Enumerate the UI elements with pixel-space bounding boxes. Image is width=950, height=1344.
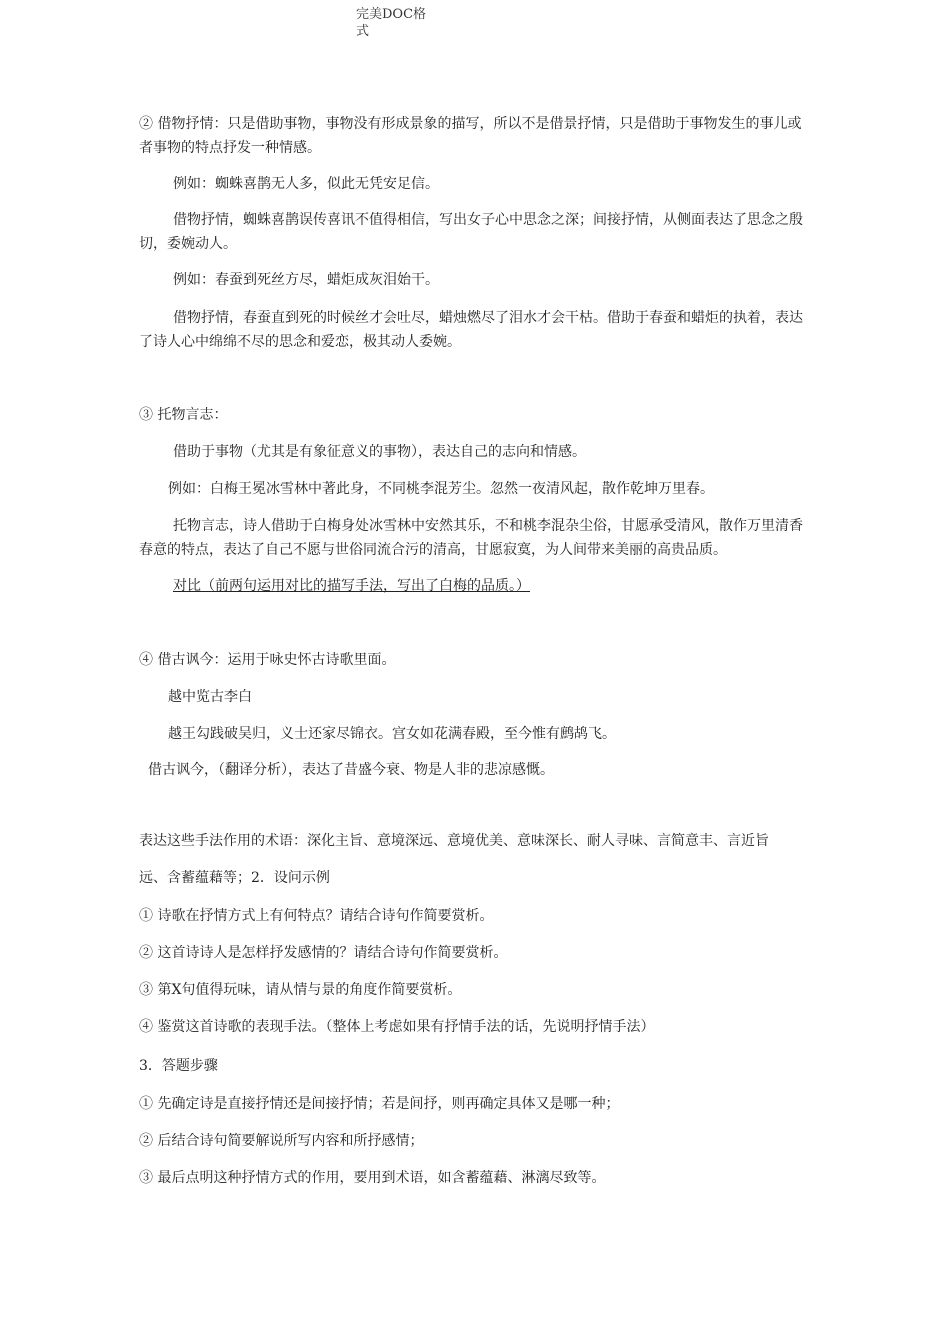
step-item: ③ 最后点明这种抒情方式的作用，要用到术语，如含蓄蕴藉、淋漓尽致等。	[139, 1170, 606, 1186]
section3-example: 例如：白梅王冕冰雪林中著此身，不同桃李混芳尘。忽然一夜清风起，散作乾坤万里春。	[168, 481, 714, 497]
terms-line-1: 表达这些手法作用的术语：深化主旨、意境深远、意境优美、意味深长、耐人寻味、言简意丰、言近旨	[139, 833, 769, 849]
section3-definition: 借助于事物（尤其是有象征意义的事物），表达自己的志向和情感。	[173, 444, 586, 460]
section2-analysis-2: 借物抒情，春蚕直到死的时候丝才会吐尽，蜡烛燃尽了泪水才会干枯。借助于春蚕和蜡炬的执着，表达了诗人心中绵绵不尽的思念和爱恋，极其动人委婉。	[139, 310, 803, 350]
poem-text: 越王勾践破吴归，义士还家尽锦衣。宫女如花满春殿，至今惟有鹧鸪飞。	[168, 726, 616, 742]
section4-analysis: 借古讽今，（翻译分析），表达了昔盛今衰、物是人非的悲凉感慨。	[148, 762, 554, 778]
section2-heading-paragraph: ② 借物抒情：只是借助事物，事物没有形成景象的描写，所以不是借景抒情，只是借助于事物发生的事儿或者事物的特点抒发一种情感。	[139, 116, 802, 156]
step-item: ② 后结合诗句简要解说所写内容和所抒感情；	[139, 1133, 424, 1149]
section4-heading: ④ 借古讽今：运用于咏史怀古诗歌里面。	[139, 652, 396, 668]
question-item: ③ 第X句值得玩味，请从情与景的角度作简要赏析。	[139, 982, 462, 998]
section2-example-2: 例如：春蚕到死丝方尽，蜡炬成灰泪始干。	[173, 272, 439, 288]
terms-line-2: 远、含蓄蕴藉等；2．设问示例	[139, 870, 330, 886]
header-line-2: 式	[356, 24, 370, 39]
steps-heading: 3．答题步骤	[139, 1058, 218, 1074]
page-header	[356, 6, 436, 40]
poem-title: 越中览古李白	[168, 689, 252, 705]
section3-analysis: 托物言志，诗人借助于白梅身处冰雪林中安然其乐，不和桃李混杂尘俗，甘愿承受清风，散作万里清香春意的特点，表达了自己不愿与世俗同流合污的清高，甘愿寂寞，为人间带来美丽的高贵品质。	[139, 518, 803, 558]
question-item: ② 这首诗诗人是怎样抒发感情的？请结合诗句作简要赏析。	[139, 945, 508, 961]
question-item: ④ 鉴赏这首诗歌的表现手法。（整体上考虑如果有抒情手法的话，先说明抒情手法）	[139, 1019, 655, 1035]
header-line-1: 完美DOC格	[356, 7, 427, 22]
section3-heading: ③ 托物言志：	[139, 407, 228, 423]
section3-contrast-note: 对比（前两句运用对比的描写手法，写出了白梅的品质。）	[173, 578, 530, 594]
section2-example-1: 例如：蜘蛛喜鹊无人多，似此无凭安足信。	[173, 176, 439, 192]
question-item: ① 诗歌在抒情方式上有何特点？请结合诗句作简要赏析。	[139, 908, 494, 924]
step-item: ① 先确定诗是直接抒情还是间接抒情；若是间抒，则再确定具体又是哪一种；	[139, 1096, 620, 1112]
section2-analysis-1: 借物抒情，蜘蛛喜鹊误传喜讯不值得相信，写出女子心中思念之深；间接抒情，从侧面表达了思念之殷切，委婉动人。	[139, 212, 803, 252]
